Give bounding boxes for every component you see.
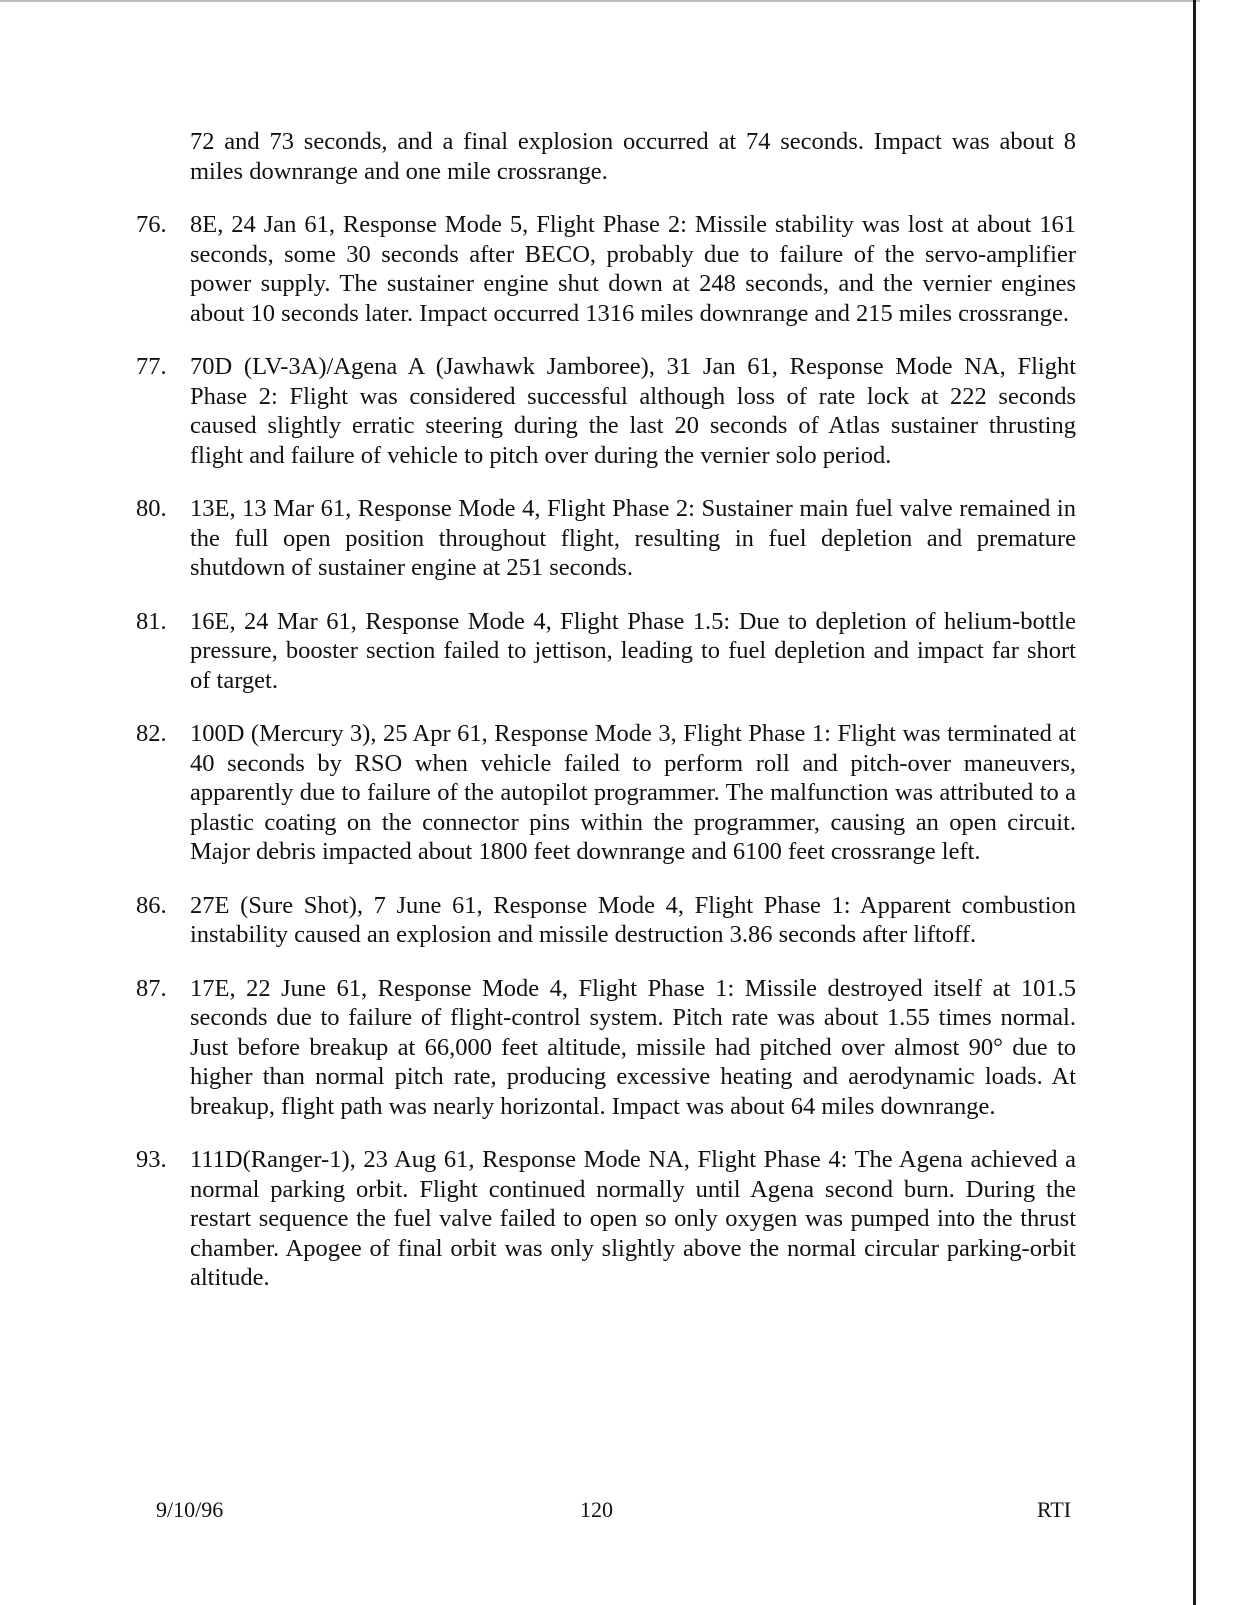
list-item [136, 974, 1076, 1122]
item-text: 70D (LV-3A)/Agena A (Jawhawk Jamboree), 31 Jan 61, Response Mode NA, Flight Phase 2: Flight was considered successful although loss of rate lock at 222 seconds caused slightly erratic steering during the last 20 seconds of Atlas sustainer thrusting flight and failure of vehicle to pitch over during the vernier solo period. [190, 353, 1076, 469]
item-number: 93. [136, 1146, 167, 1173]
item-text: 17E, 22 June 61, Response Mode 4, Flight Phase 1: Missile destroyed itself at 101.5 seconds due to failure of flight-control system. Pitch rate was about 1.55 times normal. Just before breakup at 66,000 feet altitude, missile had pitched over almost 90° due to higher than normal pitch rate, producing excessive heating and aerodynamic loads. At breakup, flight path was nearly horizontal. Impact was about 64 miles downrange. [190, 974, 1076, 1120]
item-text: 8E, 24 Jan 61, Response Mode 5, Flight Phase 2: Missile stability was lost at about 161 seconds, some 30 seconds after BECO, probably due to failure of the servo-amplifier power supply. The sustainer engine shut down at 248 seconds, and the vernier engines about 10 seconds later. Impact occurred 1316 miles downrange and 215 miles crossrange. [190, 211, 1076, 327]
right-edge-rule [1193, 0, 1196, 1605]
page-number: 120 [580, 1497, 613, 1522]
item-text: 27E (Sure Shot), 7 June 61, Response Mode 4, Flight Phase 1: Apparent combustion instability caused an explosion and missile destruction 3.86 seconds after liftoff. [190, 891, 1076, 948]
top-edge-rule [0, 0, 1200, 2]
item-text: 100D (Mercury 3), 25 Apr 61, Response Mode 3, Flight Phase 1: Flight was terminated at 40 seconds by RSO when vehicle failed to perform roll and pitch-over maneuvers, apparently due to failure of the autopilot programmer. The malfunction was attributed to a plastic coating on the connector pins within the programmer, causing an open circuit. Major debris impacted about 1800 feet downrange and 6100 feet crossrange left. [190, 720, 1076, 865]
list-item [136, 494, 1076, 583]
list-item [136, 352, 1076, 470]
item-number: 82. [136, 720, 167, 747]
footer-date: 9/10/96 [156, 1497, 224, 1522]
item-number: 86. [136, 891, 167, 919]
item-text: 111D(Ranger-1), 23 Aug 61, Response Mode NA, Flight Phase 4: The Agena achieved a normal parking orbit. Flight continued normally until Agena second burn. During the restart sequence the fuel valve failed to open so only oxygen was pumped into the thrust chamber. Apogee of final orbit was only slightly above the normal circular parking-orbit altitude. [190, 1146, 1076, 1291]
continued-paragraph: 72 and 73 seconds, and a final explosion occurred at 74 seconds. Impact was about 8 miles downrange and one mile crossrange. [190, 128, 1076, 185]
item-number: 77. [136, 353, 167, 380]
list-item [136, 719, 1076, 867]
item-text: 16E, 24 Mar 61, Response Mode 4, Flight Phase 1.5: Due to depletion of helium-bottle pressure, booster section failed to jettison, leading to fuel depletion and impact far short of target. [190, 607, 1076, 694]
list-item [136, 210, 1076, 328]
item-number: 81. [136, 607, 167, 635]
item-number: 87. [136, 974, 167, 1002]
list-item [136, 891, 1076, 950]
page-content [136, 127, 1076, 1317]
item-number: 76. [136, 211, 167, 238]
list-item [136, 1145, 1076, 1293]
footer-organization: RTI [1037, 1497, 1072, 1522]
item-number: 80. [136, 495, 167, 522]
item-text: 13E, 13 Mar 61, Response Mode 4, Flight Phase 2: Sustainer main fuel valve remained in the full open position throughout flight, resulting in fuel depletion and premature shutdown of sustainer engine at 251 seconds. [190, 495, 1076, 581]
list-item [136, 607, 1076, 696]
